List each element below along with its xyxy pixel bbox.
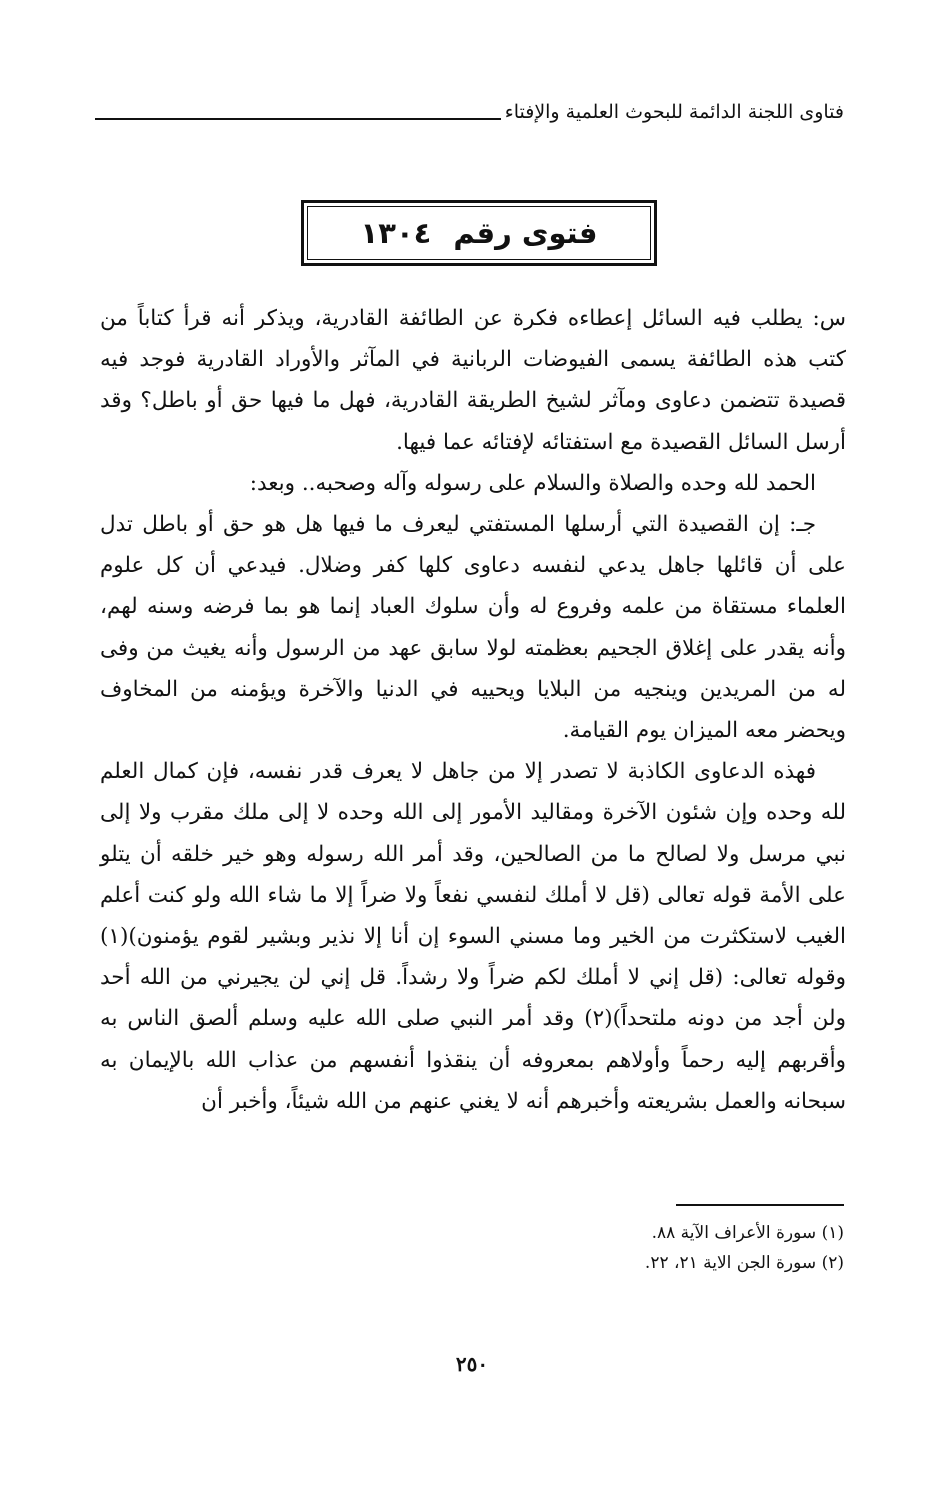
page-number: ٢٥٠	[455, 1352, 489, 1376]
footnote-1: (١) سورة الأعراف الآية ٨٨.	[651, 1223, 844, 1243]
running-header	[95, 92, 844, 126]
fatwa-title-box	[301, 200, 657, 266]
question-paragraph: س: يطلب فيه السائل إعطاءه فكرة عن الطائفة القادرية، ويذكر أنه قرأ كتاباً من كتب هذه الطائفة يسمى الفيوضات الربانية في المآثر والأوراد القادرية فوجد فيه قصيدة تتضمن دعاوى ومآثر لشيخ الطريقة القادرية، فهل ما فيها حق أو باطل؟ وقد أرسل السائل القصيدة مع استفتائه لإفتائه عما فيها.	[100, 306, 846, 455]
opening-praise-paragraph: الحمد لله وحده والصلاة والسلام على رسوله وآله وصحبه.. وبعد:	[249, 470, 816, 496]
fatwa-title-label: فتوى رقم	[453, 216, 598, 250]
header-rule	[95, 118, 501, 120]
answer-paragraph: جـ: إن القصيدة التي أرسلها المستفتي ليعرف ما فيها هل هو حق أو باطل تدل على أن قائلها جاهل يدعي لنفسه دعاوى كلها كفر وضلال. فيدعي أن كل علوم العلماء مستقاة من علمه وفروع له وأن سلوك العباد إنما هو بما فرضه وسنه لهم، وأنه يقدر على إغلاق الجحيم بعظمته لولا سابق عهد من الرسول وأنه يغيث من وفى له من المريدين وينجيه من البلايا ويحييه في الدنيا والآخرة ويؤمنه من المخاوف ويحضر معه الميزان يوم القيامة.	[100, 512, 846, 744]
running-header-text: فتاوى اللجنة الدائمة للبحوث العلمية والإفتاء	[504, 101, 844, 123]
footnotes	[344, 1218, 844, 1278]
fatwa-body	[100, 298, 846, 1122]
fatwa-title-number: ١٣٠٤	[360, 216, 432, 250]
fatwa-title	[361, 216, 598, 250]
continuation-paragraph: فهذه الدعاوى الكاذبة لا تصدر إلا من جاهل لا يعرف قدر نفسه، فإن كمال العلم لله وحده وإن شئون الآخرة ومقاليد الأمور إلى الله وحده لا إلى ملك مقرب ولا إلى نبي مرسل ولا لصالح ما من الصالحين، وقد أمر الله رسوله وهو خير خلقه أن يتلو على الأمة قوله تعالى (قل لا أملك لنفسي نفعاً ولا ضراً إلا ما شاء الله ولو كنت أعلم الغيب لاستكثرت من الخير وما مسني السوء إن أنا إلا نذير وبشير لقوم يؤمنون)(١) وقوله تعالى: (قل إني لا أملك لكم ضراً ولا رشداً. قل إني لن يجيرني من الله أحد ولن أجد من دونه ملتحداً)(٢) وقد أمر النبي صلى الله عليه وسلم ألصق الناس به وأقربهم إليه رحماً وأولاهم بمعروفه أن ينقذوا أنفسهم من عذاب الله بالإيمان به سبحانه والعمل بشريعته وأخبرهم أنه لا يغني عنهم من الله شيئاً، وأخبر أن	[100, 759, 846, 1114]
footnote-separator	[676, 1204, 844, 1206]
footnote-2: (٢) سورة الجن الاية ٢١، ٢٢.	[644, 1253, 844, 1273]
